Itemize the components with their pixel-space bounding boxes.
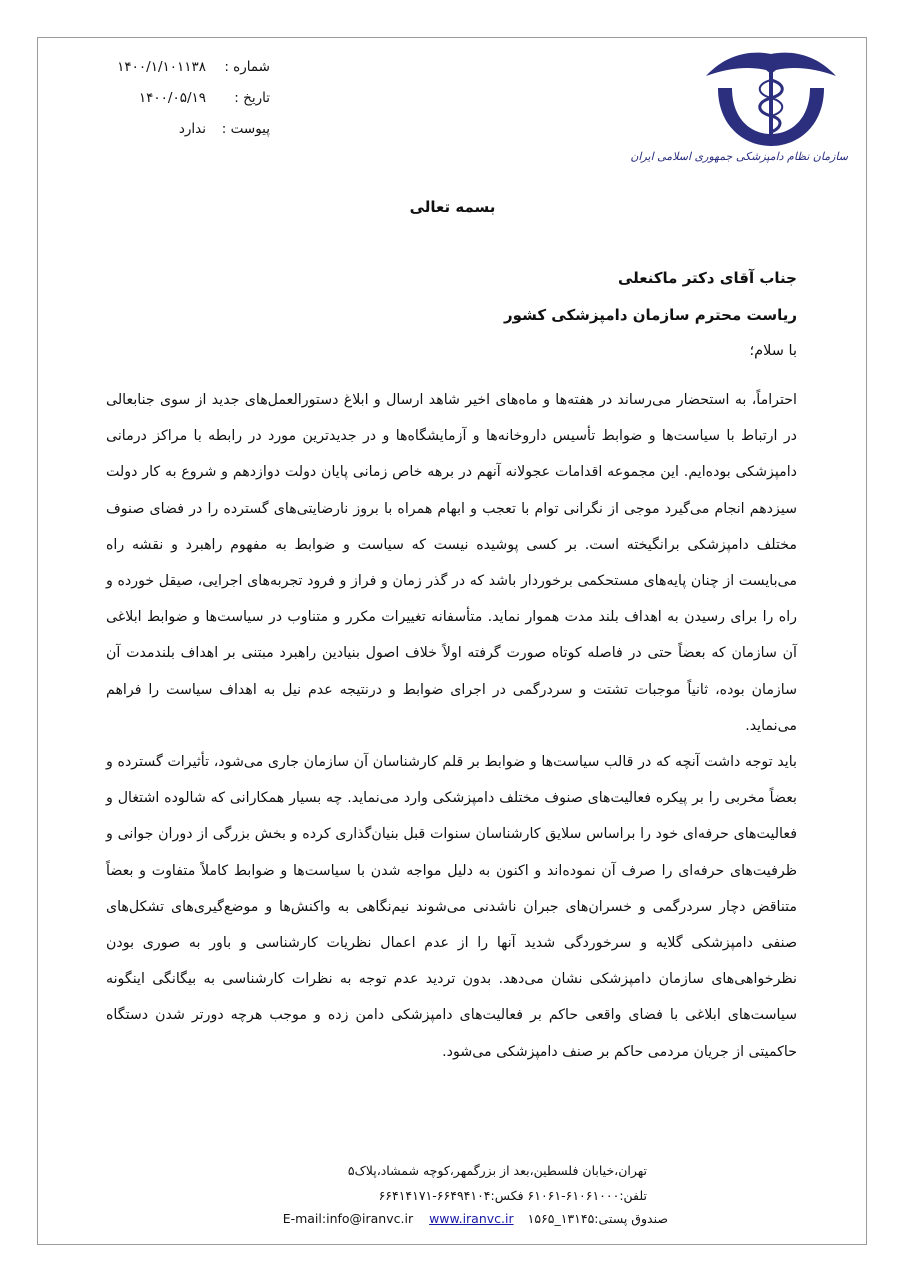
letter-number-label: شماره : (224, 59, 270, 75)
letter-date-row (100, 83, 270, 114)
recipient-title: ریاست محترم سازمان دامپزشکی کشور (504, 306, 797, 324)
letter-number-row (100, 52, 270, 83)
letter-number-value: ۱۴۰۰/۱/۱۰۱۱۳۸ (117, 59, 206, 75)
footer-address: تهران،خیابان فلسطین،بعد از بزرگمهر،کوچه شمشاد،پلاک۵ (347, 1163, 647, 1178)
letter-attachment-label: پیوست : (221, 121, 270, 137)
body-paragraph: احتراماً، به استحضار می‌رساند در هفته‌ها و ماه‌های اخیر شاهد ارسال و ابلاغ دستورالعمل‌های جدید از سوی جنابعالی در ارتباط با سیاست‌ها و ضوابط تأسیس داروخانه‌ها و آزمایشگاه‌ها و در جدیدترین مورد در رابطه با مراکز درمانی دامپزشکی بوده‌ایم. این مجموعه اقدامات عجولانه آنهم در برهه خاص زمانی پایان دولت دوازدهم و شروع به کار دولت سیزدهم انجام می‌گیرد موجی از نگرانی توام با تعجب و ابهام همراه با بروز نارضایتی‌های گسترده را در فضای صنوف مختلف دامپزشکی برانگیخته است. بر کسی پوشیده نیست که سیاست و ضوابط به مفهوم راهبرد و نقشه راه می‌بایست از چنان پایه‌های مستحکمی برخوردار باشد که در گذر زمان و فراز و فرود تجربه‌های اجرایی، صیقل خورده و راه را برای رسیدن به اهداف بلند مدت هموار نماید. متأسفانه تغییرات مکرر و متناوب در سیاست‌ها و ضوابط ابلاغی آن سازمان که بعضاً حتی در فاصله کوتاه صورت گرفته اولاً خلاف اصول بنیادین راهبرد مبتنی بر اهداف بلندمدت آن سازمان بوده، ثانیاً موجبات تشتت و سردرگمی در اجرای ضوابط و درنتیجه عدم نیل به اهداف سیاست را فراهم می‌نماید. (106, 392, 797, 734)
letter-attachment-row (100, 114, 270, 145)
body-paragraph: باید توجه داشت آنچه که در قالب سیاست‌ها و ضوابط بر قلم کارشناسان آن سازمان جاری می‌شود، تأثیرات گسترده و بعضاً مخربی را بر پیکره فعالیت‌های صنوف مختلف دامپزشکی وارد می‌نماید. چه بسیار همکارانی که شالوده اشتغال و فعالیت‌های حرفه‌ای خود را براساس سلایق کارشناسان سنوات قبل بنیان‌گذاری کرده و بخش بزرگی از دوران جوانی و ظرفیت‌های حرفه‌ای را صرف آن نموده‌اند و اکنون به دلیل مواجه شدن با سیاست‌ها و ضوابط کاملاً متفاوت و بعضاً متناقض دچار سردرگمی و خسران‌های جبران ناشدنی می‌شوند نیم‌نگاهی به واکنش‌ها و موضع‌گیری‌های تشکل‌های صنفی دامپزشکی گلایه و سرخوردگی شدید آنها را از عدم اعمال نظریات کارشناسی و باور به صوری بودن نظرخواهی‌های سازمان دامپزشکی نشان می‌دهد. بدون تردید عدم توجه به نظرات کارشناسی به بیگانگی اینگونه سیاست‌های ابلاغی با فضای واقعی حاکم بر فعالیت‌های دامپزشکی دامن زده و موجب هرچه دورتر شدن دستگاه حاکمیتی از جریان مردمی حاکم بر صنف دامپزشکی می‌شود. (106, 754, 797, 1060)
letter-attachment-value: ندارد (178, 121, 206, 137)
letter-meta (100, 52, 270, 145)
letter-date-value: ۱۴۰۰/۰۵/۱۹ (138, 90, 206, 106)
recipient-block (504, 260, 797, 334)
letter-date-label: تاریخ : (234, 90, 270, 106)
greeting: با سلام؛ (749, 343, 797, 359)
footer-contact (283, 1211, 668, 1226)
invocation-heading: بسمه تعالی (409, 198, 496, 216)
veterinary-emblem-icon (696, 46, 846, 151)
footer-po-box: صندوق پستی:۱۳۱۴۵_۱۵۶۵ (527, 1211, 668, 1226)
footer-website-link[interactable]: www.iranvc.ir (429, 1211, 514, 1226)
footer-phones: تلفن:۶۱۰۶۱۰۰۰-۶۱۰۶۱ فکس:۶۶۴۹۴۱۰۴-۶۶۴۱۴۱۷۱ (378, 1188, 647, 1203)
recipient-name: جناب آقای دکتر ماکنعلی (617, 269, 797, 287)
organization-name: سازمان نظام دامپزشکی جمهوری اسلامی ایران (630, 150, 848, 163)
footer-email[interactable]: E-mail:info@iranvc.ir (282, 1211, 414, 1226)
